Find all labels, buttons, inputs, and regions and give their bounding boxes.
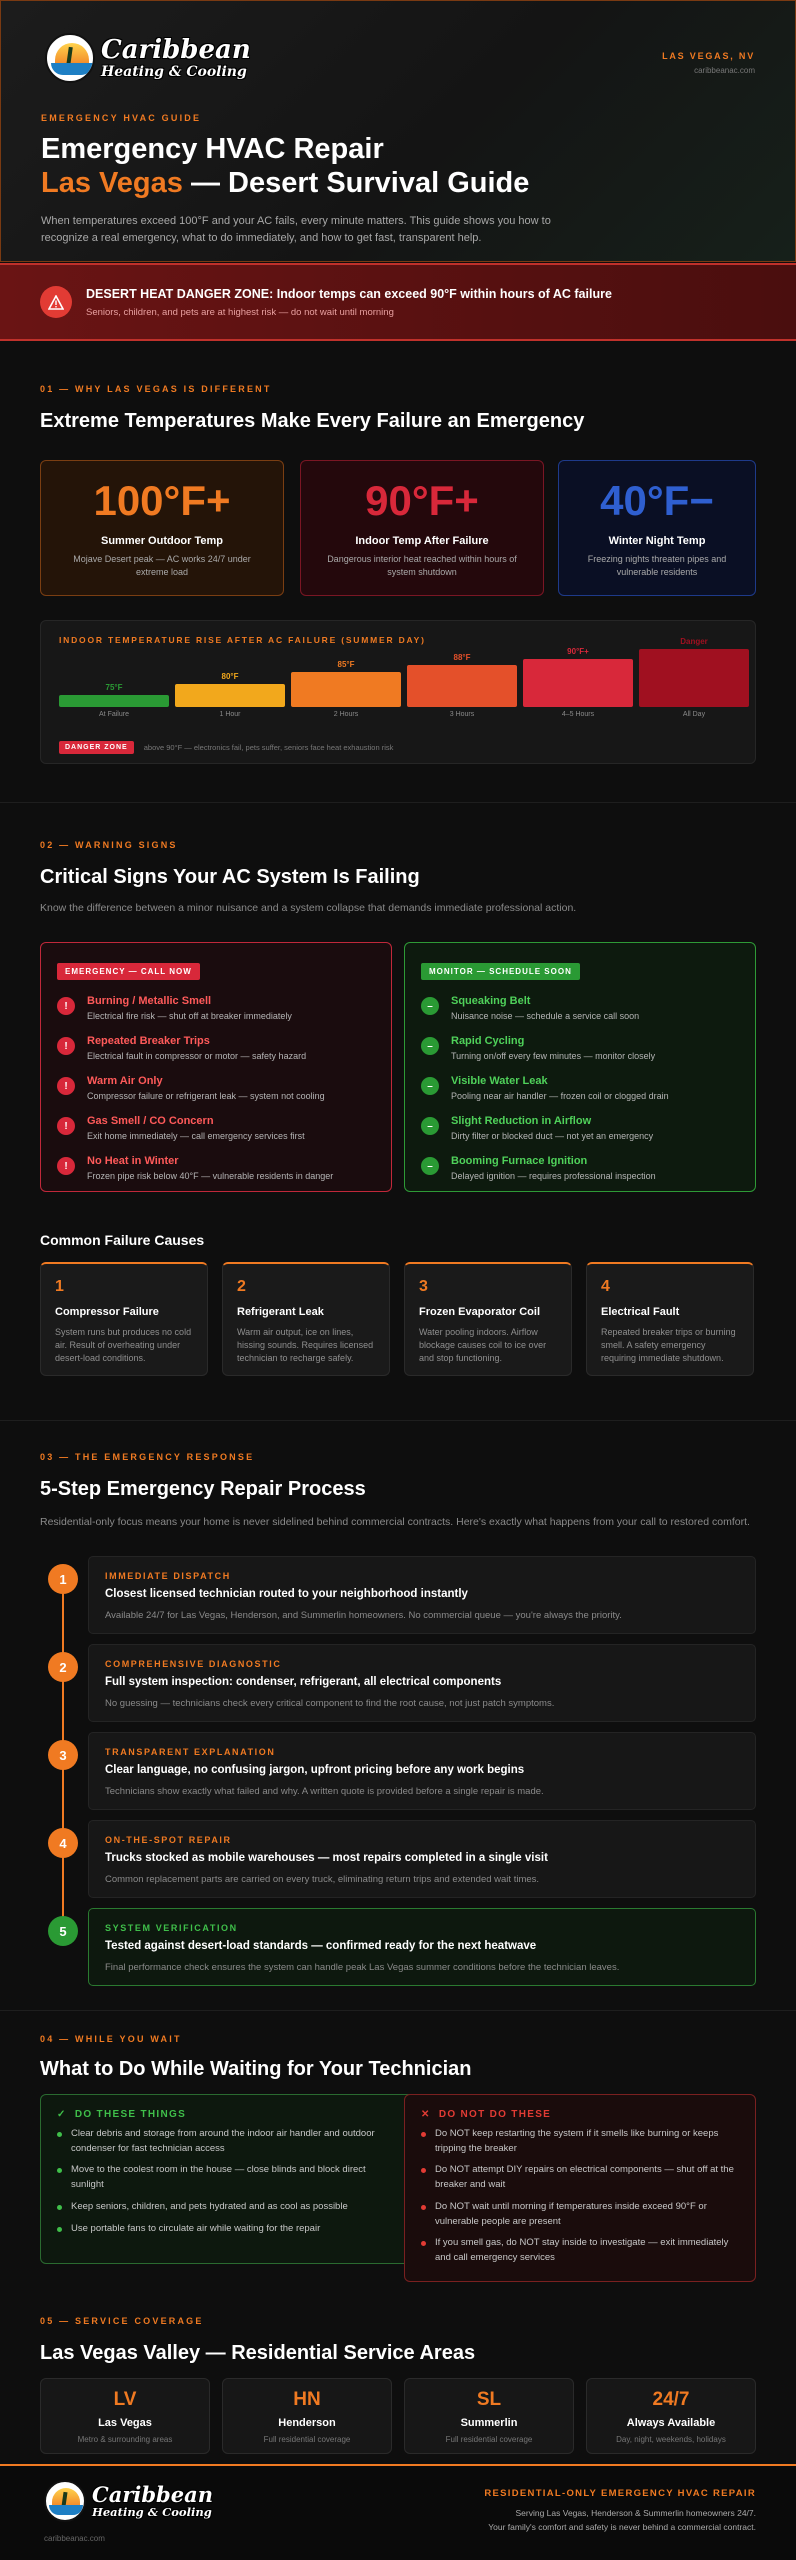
temp-card-winter bbox=[558, 460, 756, 596]
cause-number: 4 bbox=[601, 1278, 610, 1295]
sign-title: Visible Water Leak bbox=[451, 1075, 548, 1087]
palm-sunset-icon bbox=[45, 33, 95, 83]
page-title-rest: — Desert Survival Guide bbox=[190, 166, 530, 199]
do-list-item: Use portable fans to circulate air while waiting for the repair bbox=[57, 2222, 397, 2237]
minus-circle-icon: – bbox=[421, 997, 439, 1015]
alert-circle-icon: ! bbox=[57, 1077, 75, 1095]
temp-card-label: Summer Outdoor Temp bbox=[100, 535, 224, 547]
section3-kicker: 03 — THE EMERGENCY RESPONSE bbox=[40, 1452, 255, 1462]
danger-zone-pill: DANGER ZONE bbox=[59, 741, 134, 754]
failure-cause-card bbox=[222, 1262, 390, 1376]
sign-title: Squeaking Belt bbox=[451, 995, 531, 1007]
failure-cause-card bbox=[40, 1262, 208, 1376]
dont-list-panel bbox=[404, 2094, 756, 2282]
x-icon: ✕ bbox=[421, 2109, 431, 2120]
page-title bbox=[41, 133, 757, 201]
sign-desc: Frozen pipe risk below 40°F — vulnerable residents in danger bbox=[87, 1171, 334, 1181]
chart-x-tick: At Failure bbox=[99, 711, 129, 718]
minus-circle-icon: – bbox=[421, 1077, 439, 1095]
emergency-sign-item bbox=[57, 1155, 377, 1189]
temp-rise-chart bbox=[40, 620, 756, 764]
temp-card-value: 40°F− bbox=[600, 477, 714, 524]
temp-card-desc: Freezing nights threaten pipes and vulnerable residents bbox=[587, 554, 727, 578]
service-area-card bbox=[40, 2378, 210, 2454]
alert-circle-icon: ! bbox=[57, 1037, 75, 1055]
monitor-pill: MONITOR — SCHEDULE SOON bbox=[421, 963, 580, 980]
emergency-pill: EMERGENCY — CALL NOW bbox=[57, 963, 200, 980]
chart-x-tick: 4–5 Hours bbox=[561, 711, 595, 718]
section5-kicker: 05 — SERVICE COVERAGE bbox=[40, 2316, 204, 2326]
emergency-sign-item bbox=[57, 1115, 377, 1149]
domain-link[interactable]: caribbeanac.com bbox=[694, 66, 755, 75]
alert-circle-icon: ! bbox=[57, 1117, 75, 1135]
section1-kicker: 01 — WHY LAS VEGAS IS DIFFERENT bbox=[40, 384, 272, 394]
area-code: HN bbox=[293, 2389, 321, 2410]
sign-title: Gas Smell / CO Concern bbox=[87, 1115, 214, 1127]
check-icon: ✓ bbox=[57, 2109, 67, 2120]
step-card bbox=[88, 1732, 756, 1810]
area-name: Henderson bbox=[278, 2417, 336, 2429]
monitor-sign-item bbox=[421, 1115, 741, 1149]
step-card bbox=[88, 1556, 756, 1634]
alert-subtitle: Seniors, children, and pets are at highest risk — do not wait until morning bbox=[86, 307, 394, 318]
do-list-title: DO THESE THINGS bbox=[74, 2109, 187, 2120]
chart-bar bbox=[59, 695, 169, 707]
section1-title: Extreme Temperatures Make Every Failure an Emergency bbox=[40, 410, 585, 432]
monitor-sign-item bbox=[421, 1155, 741, 1189]
alert-circle-icon: ! bbox=[57, 997, 75, 1015]
step-title: Trucks stocked as mobile warehouses — most repairs completed in a single visit bbox=[105, 1852, 548, 1864]
cause-number: 1 bbox=[55, 1278, 64, 1295]
chart-bar-label: 90°F+ bbox=[567, 647, 589, 656]
section4-kicker: 04 — WHILE YOU WAIT bbox=[40, 2034, 182, 2044]
step-kicker: IMMEDIATE DISPATCH bbox=[105, 1571, 231, 1581]
area-desc: Full residential coverage bbox=[263, 2435, 351, 2444]
sign-desc: Dirty filter or blocked duct — not yet an emergency bbox=[451, 1131, 654, 1141]
sign-title: No Heat in Winter bbox=[87, 1155, 179, 1167]
section2-subtitle: Know the difference between a minor nuisance and a system collapse that demands immediate professional action. bbox=[40, 902, 577, 914]
sign-title: Rapid Cycling bbox=[451, 1035, 525, 1047]
step-desc: No guessing — technicians check every critical component to find the root cause, not just patch symptoms. bbox=[105, 1698, 555, 1709]
chart-bar bbox=[523, 659, 633, 707]
cause-desc: Water pooling indoors. Airflow blockage causes coil to ice over and stop functioning. bbox=[419, 1327, 547, 1364]
area-code: 24/7 bbox=[652, 2389, 690, 2410]
sign-desc: Exit home immediately — call emergency services first bbox=[87, 1131, 305, 1141]
chart-bar-label: 80°F bbox=[221, 672, 239, 681]
failure-cause-card bbox=[404, 1262, 572, 1376]
dont-list-item: Do NOT keep restarting the system if it smells like burning or keeps tripping the breaker bbox=[421, 2127, 739, 2156]
monitor-signs-panel bbox=[404, 942, 756, 1192]
chart-x-tick: 1 Hour bbox=[219, 711, 241, 718]
temp-card-desc: Dangerous interior heat reached within hours of system shutdown bbox=[327, 554, 517, 578]
footer bbox=[0, 2464, 796, 2560]
section3-subtitle: Residential-only focus means your home is never sidelined behind commercial contracts. Here's exactly what happens from your call to restored comfort. bbox=[40, 1516, 750, 1528]
chart-x-tick: 2 Hours bbox=[333, 711, 359, 718]
temp-card-desc: Mojave Desert peak — AC works 24/7 under extreme load bbox=[73, 554, 251, 578]
chart-bar bbox=[291, 672, 401, 707]
do-list-panel bbox=[40, 2094, 414, 2264]
cause-title: Frozen Evaporator Coil bbox=[419, 1306, 541, 1318]
step-desc: Final performance check ensures the system can handle peak Las Vegas summer conditions before the technician leaves. bbox=[105, 1962, 620, 1973]
cause-title: Compressor Failure bbox=[55, 1306, 159, 1318]
minus-circle-icon: – bbox=[421, 1037, 439, 1055]
service-area-card bbox=[222, 2378, 392, 2454]
step-title: Full system inspection: condenser, refrigerant, all electrical components bbox=[105, 1676, 502, 1688]
sign-desc: Turning on/off every few minutes — monitor closely bbox=[451, 1051, 656, 1061]
service-area-card bbox=[586, 2378, 756, 2454]
page-title-city: Las Vegas bbox=[41, 166, 183, 199]
emergency-sign-item bbox=[57, 995, 377, 1029]
footer-tagline: RESIDENTIAL-ONLY EMERGENCY HVAC REPAIR bbox=[484, 2488, 756, 2499]
dont-list-item: Do NOT attempt DIY repairs on electrical components — shut off at the breaker and wait bbox=[421, 2163, 739, 2192]
step-card bbox=[88, 1644, 756, 1722]
monitor-sign-item bbox=[421, 1035, 741, 1069]
footer-logo[interactable] bbox=[44, 2480, 213, 2522]
cause-desc: Repeated breaker trips or burning smell. A safety emergency requiring immediate shutdown. bbox=[601, 1327, 736, 1364]
do-list-item: Clear debris and storage from around the indoor air handler and outdoor condenser for fast technician access bbox=[57, 2127, 397, 2156]
area-name: Las Vegas bbox=[98, 2417, 152, 2429]
area-desc: Metro & surrounding areas bbox=[77, 2435, 173, 2444]
sign-title: Slight Reduction in Airflow bbox=[451, 1115, 592, 1127]
danger-alert-banner bbox=[0, 263, 796, 341]
step-kicker: ON-THE-SPOT REPAIR bbox=[105, 1835, 232, 1845]
section2-kicker: 02 — WARNING SIGNS bbox=[40, 840, 178, 850]
chart-x-tick: All Day bbox=[682, 711, 706, 718]
danger-zone-note: above 90°F — electronics fail, pets suffer, seniors face heat exhaustion risk bbox=[143, 743, 394, 752]
minus-circle-icon: – bbox=[421, 1117, 439, 1135]
step-title: Tested against desert-load standards — confirmed ready for the next heatwave bbox=[105, 1940, 537, 1952]
temp-card-value: 100°F+ bbox=[93, 477, 231, 524]
cause-desc: System runs but produces no cold air. Result of overheating under desert-load conditions. bbox=[55, 1327, 192, 1364]
step-kicker: TRANSPARENT EXPLANATION bbox=[105, 1747, 276, 1757]
minus-circle-icon: – bbox=[421, 1157, 439, 1175]
warning-triangle-icon bbox=[40, 286, 72, 318]
area-desc: Day, night, weekends, holidays bbox=[616, 2435, 726, 2444]
area-code: SL bbox=[476, 2389, 502, 2410]
step-number-badge: 5 bbox=[48, 1916, 78, 1946]
dont-list-title: DO NOT DO THESE bbox=[438, 2109, 552, 2120]
cause-number: 3 bbox=[419, 1278, 428, 1295]
step-card bbox=[88, 1908, 756, 1986]
section2-title: Critical Signs Your AC System Is Failing bbox=[40, 866, 420, 888]
step-desc: Available 24/7 for Las Vegas, Henderson, and Summerlin homeowners. No commercial queue — you're always the priority. bbox=[105, 1610, 622, 1621]
chart-bar bbox=[175, 684, 285, 707]
monitor-sign-item bbox=[421, 995, 741, 1029]
alert-circle-icon: ! bbox=[57, 1157, 75, 1175]
sign-desc: Delayed ignition — requires professional inspection bbox=[451, 1171, 656, 1181]
cause-title: Refrigerant Leak bbox=[237, 1306, 324, 1318]
step-desc: Common replacement parts are carried on every truck, eliminating return trips and extended wait times. bbox=[105, 1874, 540, 1885]
section5-title: Las Vegas Valley — Residential Service Areas bbox=[40, 2342, 476, 2364]
chart-bar bbox=[407, 665, 517, 707]
step-number-badge: 3 bbox=[48, 1740, 78, 1770]
step-number-badge: 2 bbox=[48, 1652, 78, 1682]
chart-bar bbox=[639, 649, 749, 707]
temp-card-indoor bbox=[300, 460, 544, 596]
step-card bbox=[88, 1820, 756, 1898]
temp-card-summer bbox=[40, 460, 284, 596]
emergency-sign-item bbox=[57, 1035, 377, 1069]
page-title-line1: Emergency HVAC Repair bbox=[41, 133, 384, 165]
brand-logo[interactable] bbox=[45, 33, 251, 83]
chart-x-tick: 3 Hours bbox=[449, 711, 475, 718]
step-desc: Technicians show exactly what failed and why. A written quote is provided before a single repair is made. bbox=[105, 1786, 544, 1797]
sign-desc: Compressor failure or refrigerant leak — system not cooling bbox=[87, 1091, 325, 1101]
footer-line1: Serving Las Vegas, Henderson & Summerlin homeowners 24/7. bbox=[515, 2508, 756, 2518]
alert-title: DESERT HEAT DANGER ZONE: Indoor temps can exceed 90°F within hours of AC failure bbox=[86, 287, 612, 301]
do-list-item: Keep seniors, children, and pets hydrated and as cool as possible bbox=[57, 2200, 397, 2215]
monitor-sign-item bbox=[421, 1075, 741, 1109]
palm-sunset-icon bbox=[44, 2480, 86, 2522]
sign-desc: Pooling near air handler — frozen coil or clogged drain bbox=[451, 1091, 669, 1101]
section4-title: What to Do While Waiting for Your Technician bbox=[40, 2058, 472, 2080]
footer-line2: Your family's comfort and safety is never behind a commercial contract. bbox=[488, 2522, 756, 2532]
cause-number: 2 bbox=[237, 1278, 246, 1295]
emergency-sign-item bbox=[57, 1075, 377, 1109]
area-code: LV bbox=[113, 2389, 137, 2410]
causes-title: Common Failure Causes bbox=[40, 1232, 205, 1248]
footer-domain[interactable]: caribbeanac.com bbox=[44, 2534, 105, 2543]
cause-desc: Warm air output, ice on lines, hissing sounds. Requires licensed technician to recharge safely. bbox=[237, 1327, 374, 1364]
sign-desc: Electrical fault in compressor or motor — safety hazard bbox=[87, 1051, 307, 1061]
step-title: Clear language, no confusing jargon, upfront pricing before any work begins bbox=[105, 1764, 525, 1776]
sign-title: Booming Furnace Ignition bbox=[451, 1155, 588, 1167]
sign-title: Warm Air Only bbox=[87, 1075, 163, 1087]
chart-bar-label: 85°F bbox=[337, 660, 355, 669]
section3-title: 5-Step Emergency Repair Process bbox=[40, 1478, 366, 1500]
step-kicker: SYSTEM VERIFICATION bbox=[105, 1923, 238, 1933]
area-name: Always Available bbox=[626, 2417, 716, 2429]
sign-title: Burning / Metallic Smell bbox=[87, 995, 212, 1007]
hero-section bbox=[0, 0, 796, 262]
step-number-badge: 1 bbox=[48, 1564, 78, 1594]
temp-card-label: Indoor Temp After Failure bbox=[355, 535, 489, 547]
emergency-signs-panel bbox=[40, 942, 392, 1192]
temp-card-label: Winter Night Temp bbox=[608, 535, 706, 547]
logo-wordmark: Caribbean Heating & Cooling bbox=[101, 35, 251, 80]
area-name: Summerlin bbox=[460, 2417, 518, 2429]
chart-bar-label: 75°F bbox=[105, 683, 123, 692]
temp-card-value: 90°F+ bbox=[365, 477, 479, 524]
chart-bar-label: Danger bbox=[680, 637, 708, 646]
cause-title: Electrical Fault bbox=[601, 1306, 680, 1318]
dont-list-item: Do NOT wait until morning if temperatures inside exceed 90°F or vulnerable people are present bbox=[421, 2200, 739, 2229]
sign-desc: Electrical fire risk — shut off at breaker immediately bbox=[87, 1011, 292, 1021]
hero-kicker: EMERGENCY HVAC GUIDE bbox=[41, 113, 202, 123]
chart-bar-label: 88°F bbox=[453, 653, 471, 662]
logo-wordmark: Caribbean Heating & Cooling bbox=[92, 2481, 213, 2519]
step-title: Closest licensed technician routed to your neighborhood instantly bbox=[105, 1588, 468, 1600]
service-area-card bbox=[404, 2378, 574, 2454]
hero-intro: When temperatures exceed 100°F and your AC fails, every minute matters. This guide shows you how to recognize a real emergency, what to do immediately, and how to get fast, transparent help. bbox=[41, 214, 551, 245]
failure-cause-card bbox=[586, 1262, 754, 1376]
area-desc: Full residential coverage bbox=[445, 2435, 533, 2444]
sign-desc: Nuisance noise — schedule a service call soon bbox=[451, 1011, 640, 1021]
chart-title: INDOOR TEMPERATURE RISE AFTER AC FAILURE (SUMMER DAY) bbox=[59, 635, 426, 645]
step-kicker: COMPREHENSIVE DIAGNOSTIC bbox=[105, 1659, 282, 1669]
step-number-badge: 4 bbox=[48, 1828, 78, 1858]
location-label: LAS VEGAS, NV bbox=[662, 51, 755, 61]
do-list-item: Move to the coolest room in the house — close blinds and block direct sunlight bbox=[57, 2163, 397, 2192]
sign-title: Repeated Breaker Trips bbox=[87, 1035, 210, 1047]
dont-list-item: If you smell gas, do NOT stay inside to investigate — exit immediately and call emergency services bbox=[421, 2236, 739, 2265]
